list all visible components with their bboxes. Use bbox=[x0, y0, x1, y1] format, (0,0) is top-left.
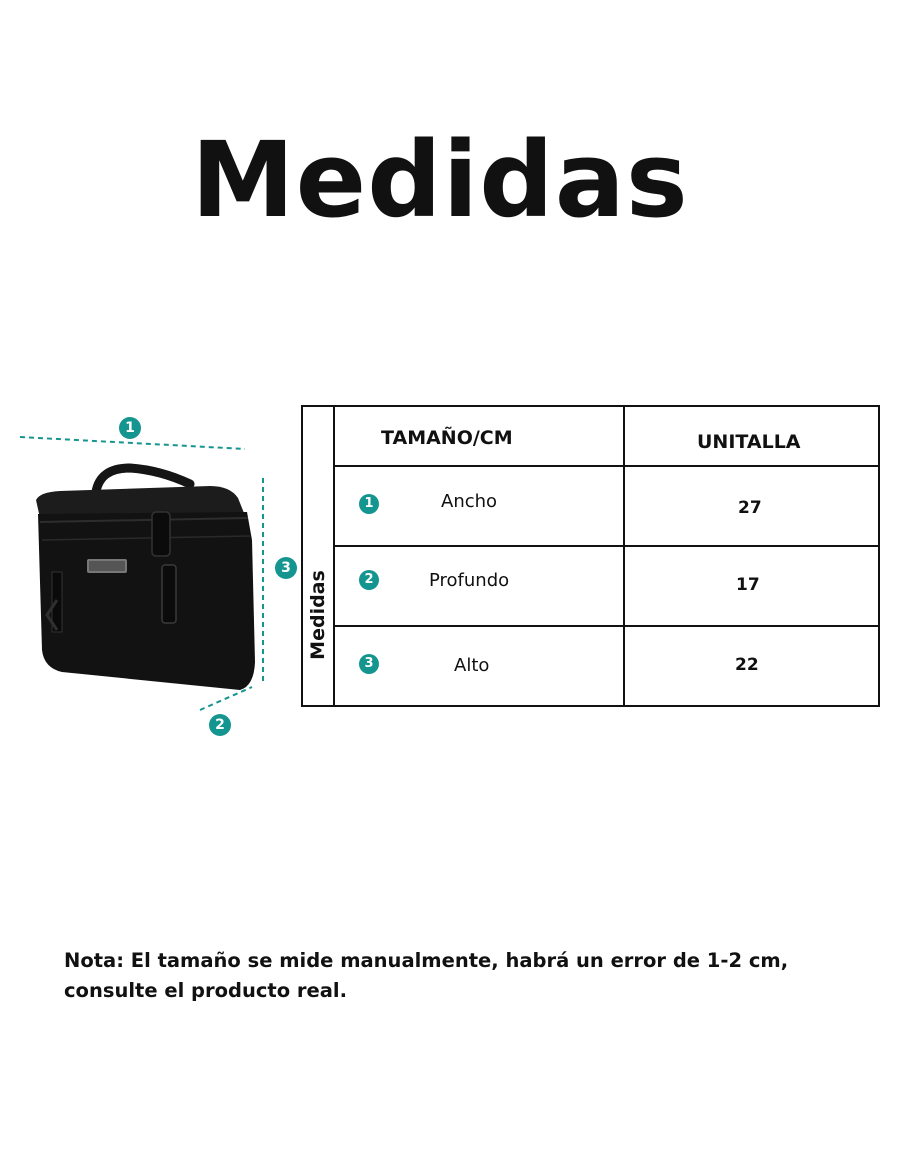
page-title: Medidas bbox=[191, 119, 689, 241]
table-divider bbox=[335, 465, 880, 467]
row-badge-1: 1 bbox=[359, 494, 379, 514]
row-badge-2: 2 bbox=[359, 570, 379, 590]
row-badge-3: 3 bbox=[359, 654, 379, 674]
row-value-ancho: 27 bbox=[738, 498, 762, 518]
table-divider bbox=[335, 545, 880, 547]
measurement-note: Nota: El tamaño se mide manualmente, habrá un error de 1-2 cm, consulte el producto real. bbox=[64, 949, 789, 1002]
dimension-badge-2: 2 bbox=[209, 714, 231, 736]
row-label-alto: Alto bbox=[454, 655, 490, 676]
dimension-badge-3: 3 bbox=[275, 557, 297, 579]
product-illustration bbox=[0, 400, 300, 760]
table-side-label: Medidas bbox=[307, 570, 329, 660]
row-value-alto: 22 bbox=[735, 655, 759, 675]
table-divider bbox=[623, 405, 625, 707]
header-size: TAMAÑO/CM bbox=[381, 427, 513, 449]
row-value-profundo: 17 bbox=[736, 575, 760, 595]
row-label-ancho: Ancho bbox=[441, 491, 498, 512]
size-table bbox=[301, 405, 880, 707]
row-label-profundo: Profundo bbox=[429, 570, 510, 591]
table-divider bbox=[335, 625, 880, 627]
bag-image bbox=[0, 400, 300, 760]
dimension-badge-1: 1 bbox=[119, 417, 141, 439]
header-unitalla: UNITALLA bbox=[697, 431, 801, 453]
